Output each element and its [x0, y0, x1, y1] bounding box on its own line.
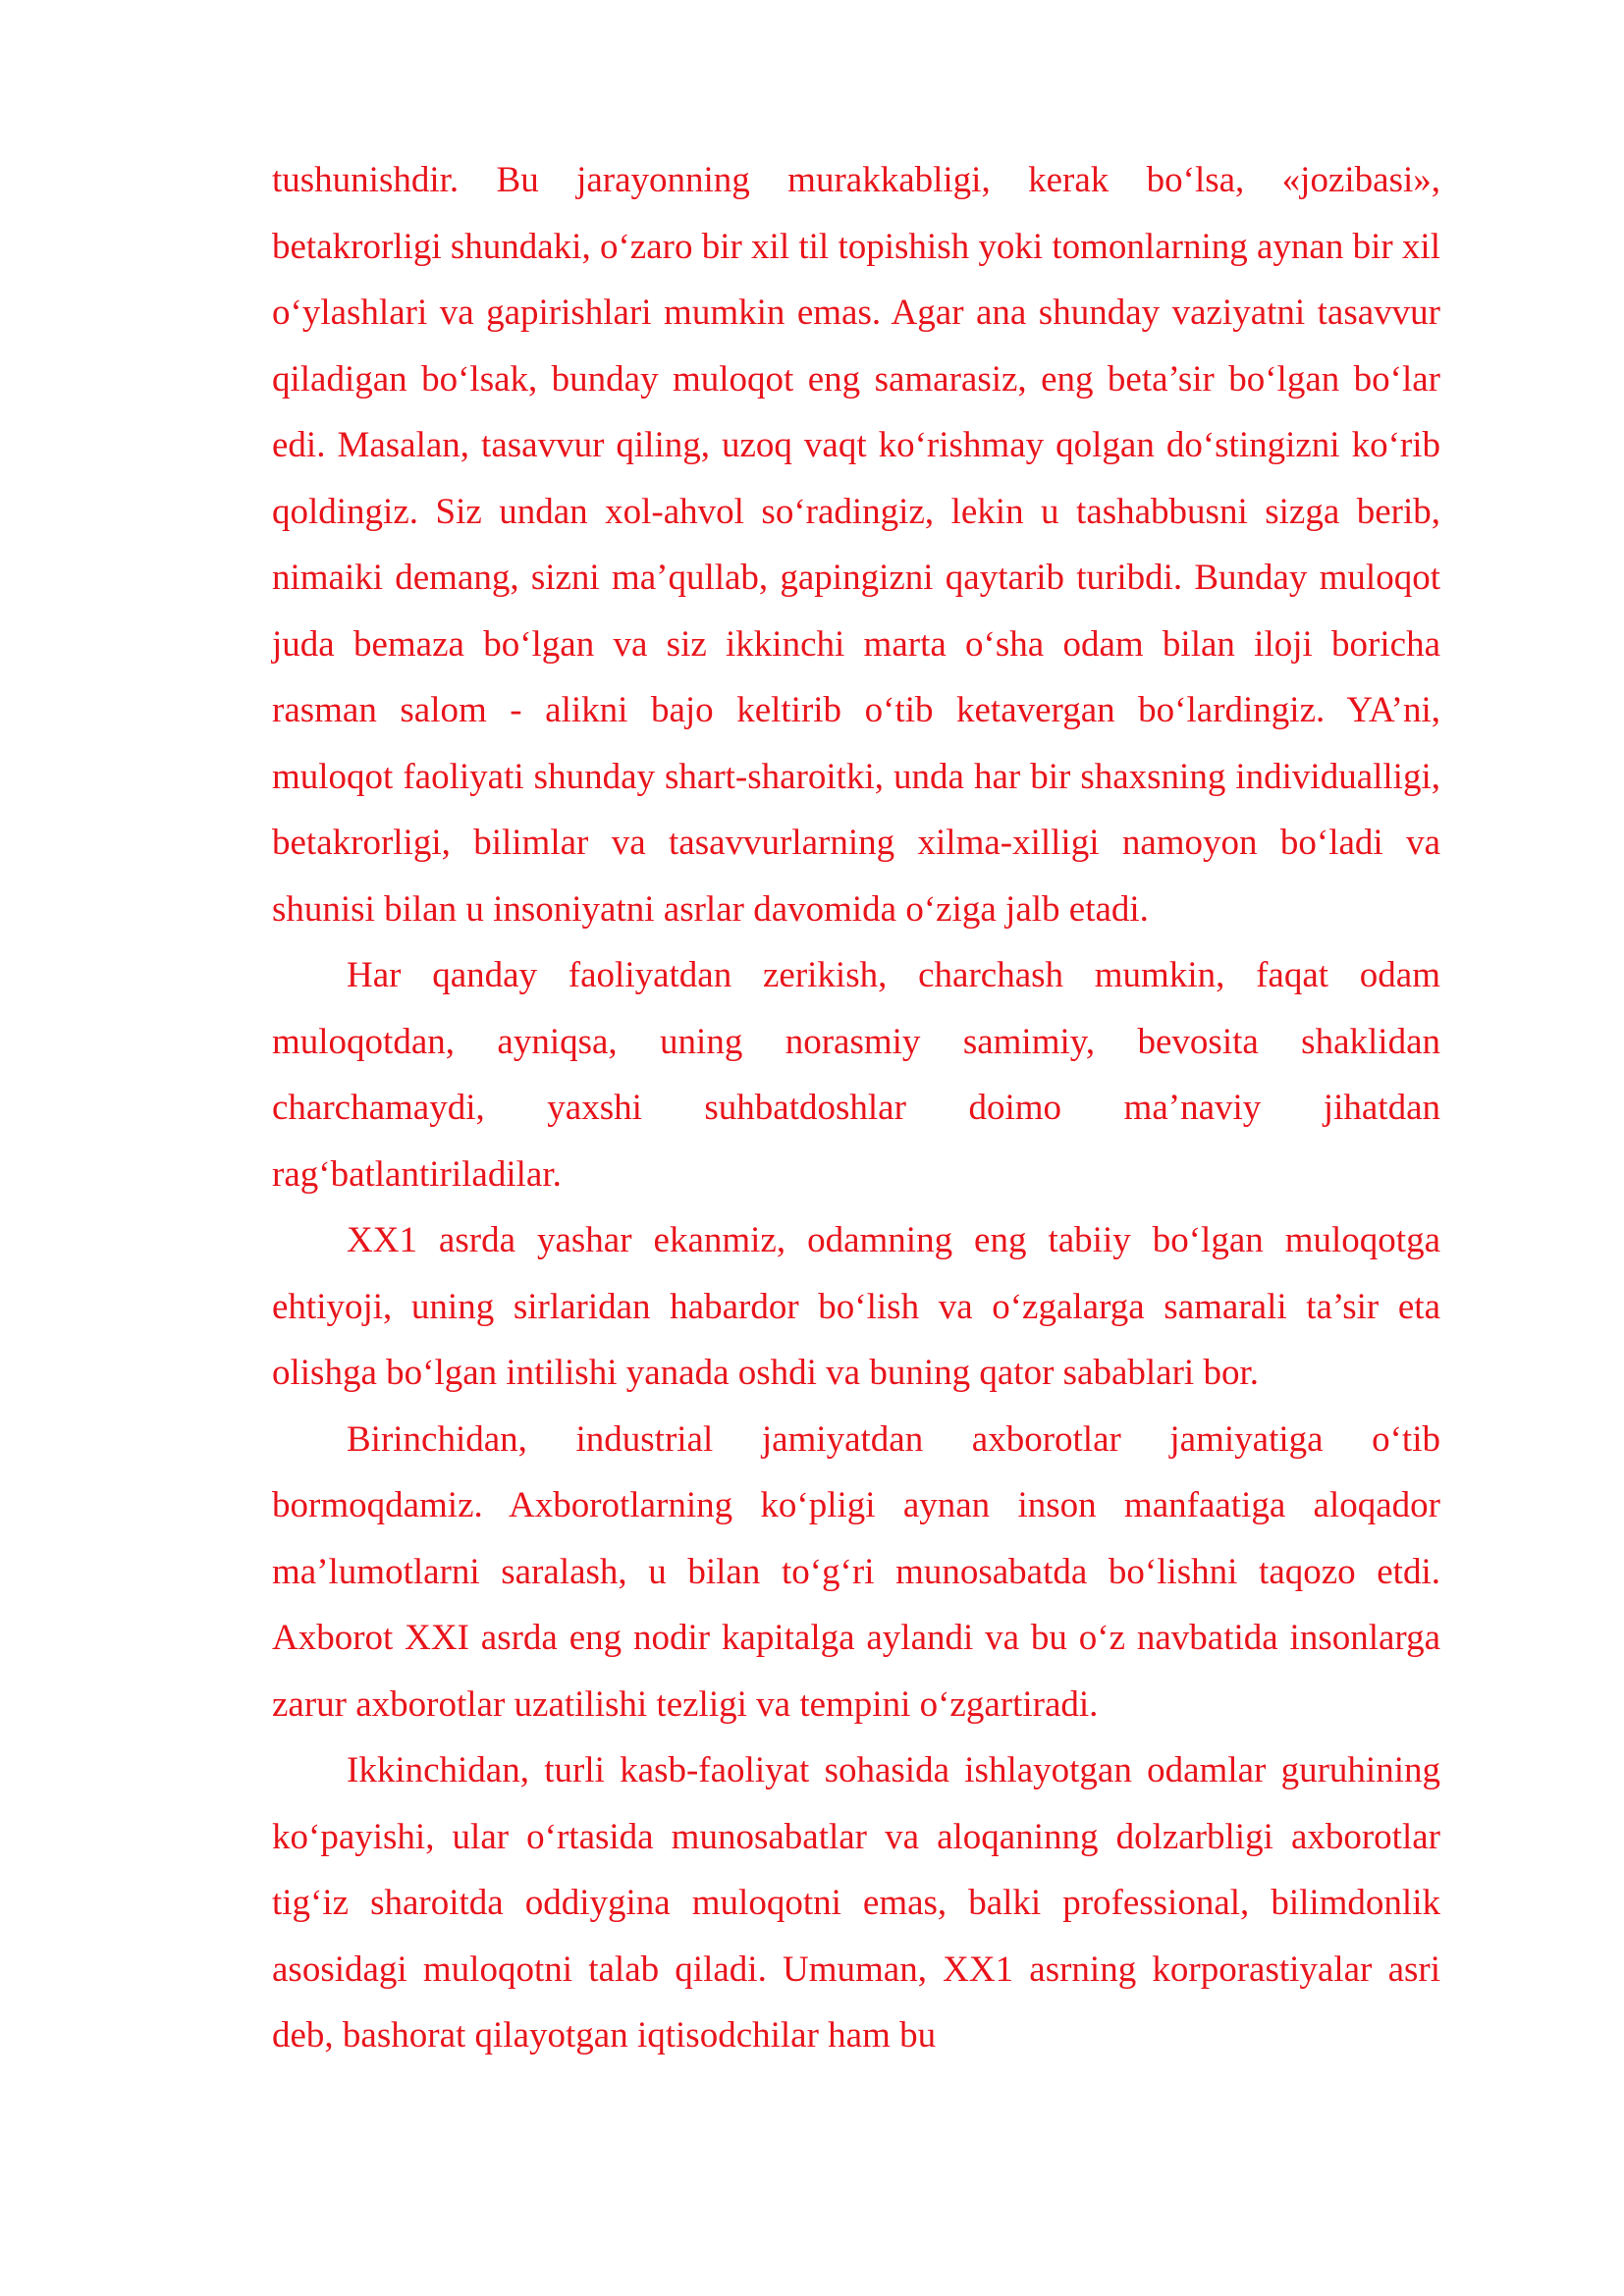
- paragraph-fatigue: Har qanday faoliyatdan zerikish, charchash mumkin, faqat odam muloqotdan, ayniqsa, uning norasmiy samimiy, bevosita shaklidan charchamaydi, yaxshi suhbatdoshlar doimo ma’naviy jihatdan rag‘batlantiriladilar.: [272, 955, 1440, 1195]
- paragraph-firstly: Birinchidan, industrial jamiyatdan axborotlar jamiyatiga o‘tib bormoqdamiz. Axborotlarning ko‘pligi aynan inson manfaatiga aloqador ma’lumotlarni saralash, u bilan to‘g‘ri munosabatda bo‘lishni taqozo etdi. Axborot XXI asrda eng nodir kapitalga aylandi va bu o‘z navbatida insonlarga zarur axborotlar uzatilishi tezligi va tempini o‘zgartiradi.: [272, 1418, 1440, 1725]
- paragraph-continuation: tushunishdir. Bu jarayonning murakkabligi, kerak bo‘lsa, «jozibasi», betakrorligi shundaki, o‘zaro bir xil til topishish yoki tomonlarning aynan bir xil o‘ylashlari va gapirishlari mumkin emas. Agar ana shunday vaziyatni tasavvur qiladigan bo‘lsak, bunday muloqot eng samarasiz, eng beta’sir bo‘lgan bo‘lar edi. Masalan, tasavvur qiling, uzoq vaqt ko‘rishmay qolgan do‘stingizni ko‘rib qoldingiz. Siz undan xol-ahvol so‘radingiz, lekin u tashabbusni sizga berib, nimaiki demang, sizni ma’qullab, gapingizni qaytarib turibdi. Bunday muloqot juda bemaza bo‘lgan va siz ikkinchi marta o‘sha odam bilan iloji boricha rasman salom - alikni bajo keltirib o‘tib ketavergan bo‘lardingiz. YA’ni, muloqot faoliyati shunday shart-sharoitki, unda har bir shaxsning individualligi, betakrorligi, bilimlar va tasavvurlarning xilma-xilligi namoyon bo‘ladi va shunisi bilan u insoniyatni asrlar davomida o‘ziga jalb etadi.: [272, 160, 1440, 930]
- paragraph-secondly: Ikkinchidan, turli kasb-faoliyat sohasida ishlayotgan odamlar guruhining ko‘payishi, ular o‘rtasida munosabatlar va aloqaninng dolzarbligi axborotlar tig‘iz sharoitda oddiygina muloqotni emas, balki professional, bilimdonlik asosidagi muloqotni talab qiladi. Umuman, XX1 asrning korporastiyalar asri deb, bashorat qilayotgan iqtisodchilar ham bu: [272, 1750, 1440, 2056]
- document-body: [272, 147, 1440, 2069]
- paragraph-xx1-century: XX1 asrda yashar ekanmiz, odamning eng tabiiy bo‘lgan muloqotga ehtiyoji, uning sirlaridan habardor bo‘lish va o‘zgalarga samarali ta’sir eta olishga bo‘lgan intilishi yanada oshdi va buning qator sabablari bor.: [272, 1220, 1440, 1393]
